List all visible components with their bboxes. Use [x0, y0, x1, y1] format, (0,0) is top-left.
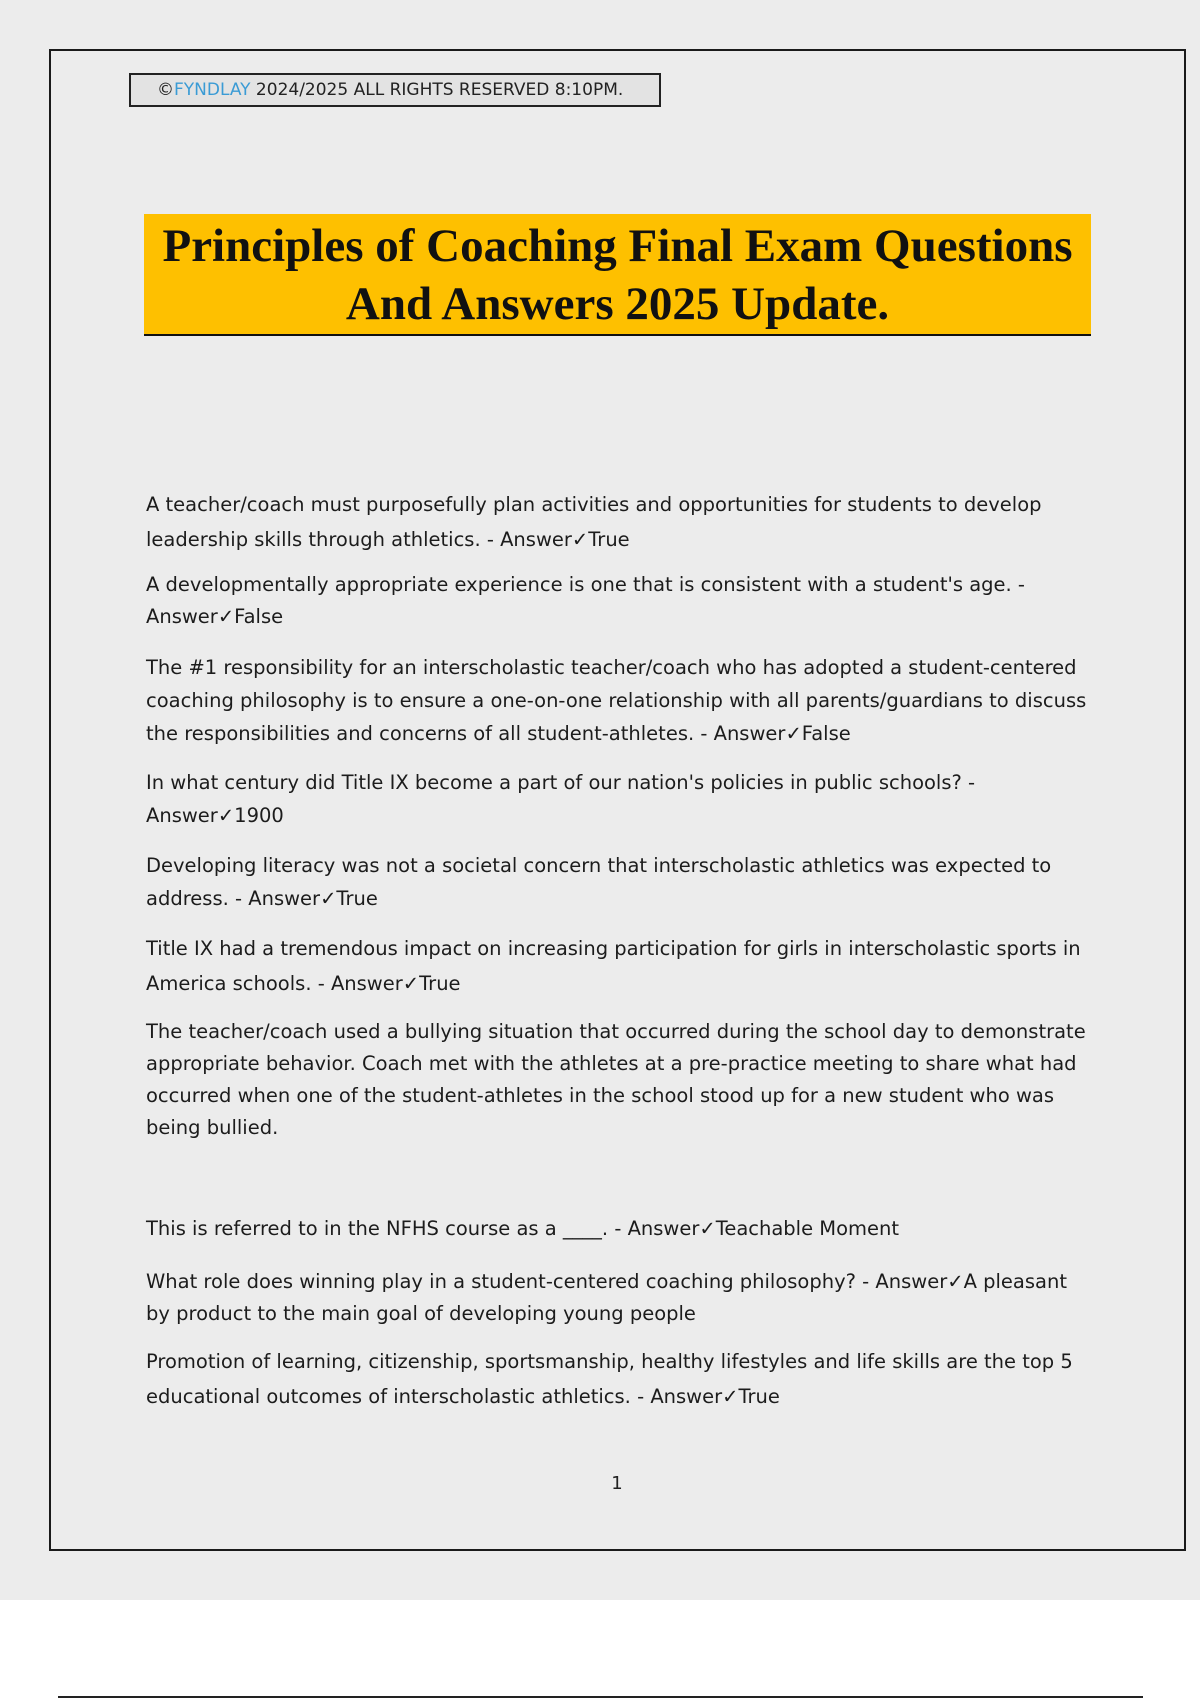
question: Developing literacy was not a societal concern that interscholastic athletics was expected to address. - Answer	[146, 854, 1052, 910]
title-line-1: Principles of Coaching Final Exam Questions	[162, 220, 1073, 272]
question: A developmentally appropriate experience is one that is consistent with a student's age. - Answer	[146, 573, 1025, 628]
qa-item-7	[146, 1016, 1096, 1144]
next-page-rule	[58, 1696, 1143, 1698]
checkmark-icon: ✓	[699, 1217, 716, 1240]
answer: True	[419, 972, 461, 995]
question: Promotion of learning, citizenship, sportsmanship, healthy lifestyles and life skills are the top 5 educational outcomes of interscholastic athletics. - Answer	[146, 1350, 1073, 1408]
checkmark-icon: ✓	[217, 804, 235, 827]
brand-name: FYNDLAY	[174, 80, 251, 100]
answer: True	[738, 1385, 780, 1408]
qa-item-5	[146, 849, 1096, 915]
checkmark-icon: ✓	[402, 972, 420, 995]
rights-text: 2024/2025 ALL RIGHTS RESERVED 8:10PM.	[250, 80, 624, 100]
checkmark-icon: ✓	[571, 528, 589, 551]
copyright-symbol: ©	[157, 80, 174, 100]
qa-item-10	[146, 1344, 1096, 1414]
answer: True	[336, 887, 378, 910]
copyright-header	[129, 73, 661, 107]
qa-item-3	[146, 651, 1096, 750]
answer: False	[801, 722, 851, 745]
page-number: 1	[611, 1473, 623, 1494]
question: The #1 responsibility for an interscholastic teacher/coach who has adopted a student-centered coaching philosophy is to ensure a one-on-one relationship with all parents/guardians to discuss the responsibilities and concerns of all student-athletes. - Answer	[146, 656, 1087, 745]
answer: A pleasant by product to the main goal of developing young people	[146, 1270, 1067, 1325]
qa-item-1	[146, 487, 1096, 557]
qa-item-4	[146, 766, 1096, 832]
checkmark-icon: ✓	[320, 887, 337, 910]
question: The teacher/coach used a bullying situation that occurred during the school day to demonstrate appropriate behavior. Coach met with the athletes at a pre-practice meeting to share what had occurred when one of the student-athletes in the school stood up for a new student who was being bullied.	[146, 1020, 1086, 1139]
answer: True	[588, 528, 630, 551]
question: This is referred to in the NFHS course as a ____. - Answer	[146, 1217, 700, 1240]
checkmark-icon: ✓	[722, 1385, 739, 1408]
checkmark-icon: ✓	[947, 1270, 964, 1293]
qa-item-8	[146, 1213, 1096, 1245]
document-title	[144, 217, 1091, 333]
qa-item-2	[146, 569, 1096, 633]
checkmark-icon: ✓	[217, 605, 235, 628]
checkmark-icon: ✓	[785, 722, 802, 745]
question: A teacher/coach must purposefully plan activities and opportunities for students to develop leadership skills through athletics. - Answer	[146, 493, 1042, 551]
question: What role does winning play in a student-centered coaching philosophy? - Answer	[146, 1270, 948, 1293]
title-banner	[144, 214, 1091, 336]
answer: False	[234, 605, 284, 628]
answer: Teachable Moment	[715, 1217, 900, 1240]
answer: 1900	[234, 804, 284, 827]
qa-item-6	[146, 931, 1096, 1001]
title-line-2: And Answers 2025 Update.	[345, 278, 890, 330]
qa-item-9	[146, 1266, 1096, 1330]
question: In what century did Title IX become a part of our nation's policies in public schools? - Answer	[146, 771, 976, 827]
question: Title IX had a tremendous impact on increasing participation for girls in interscholastic sports in America schools. - Answer	[146, 937, 1081, 995]
